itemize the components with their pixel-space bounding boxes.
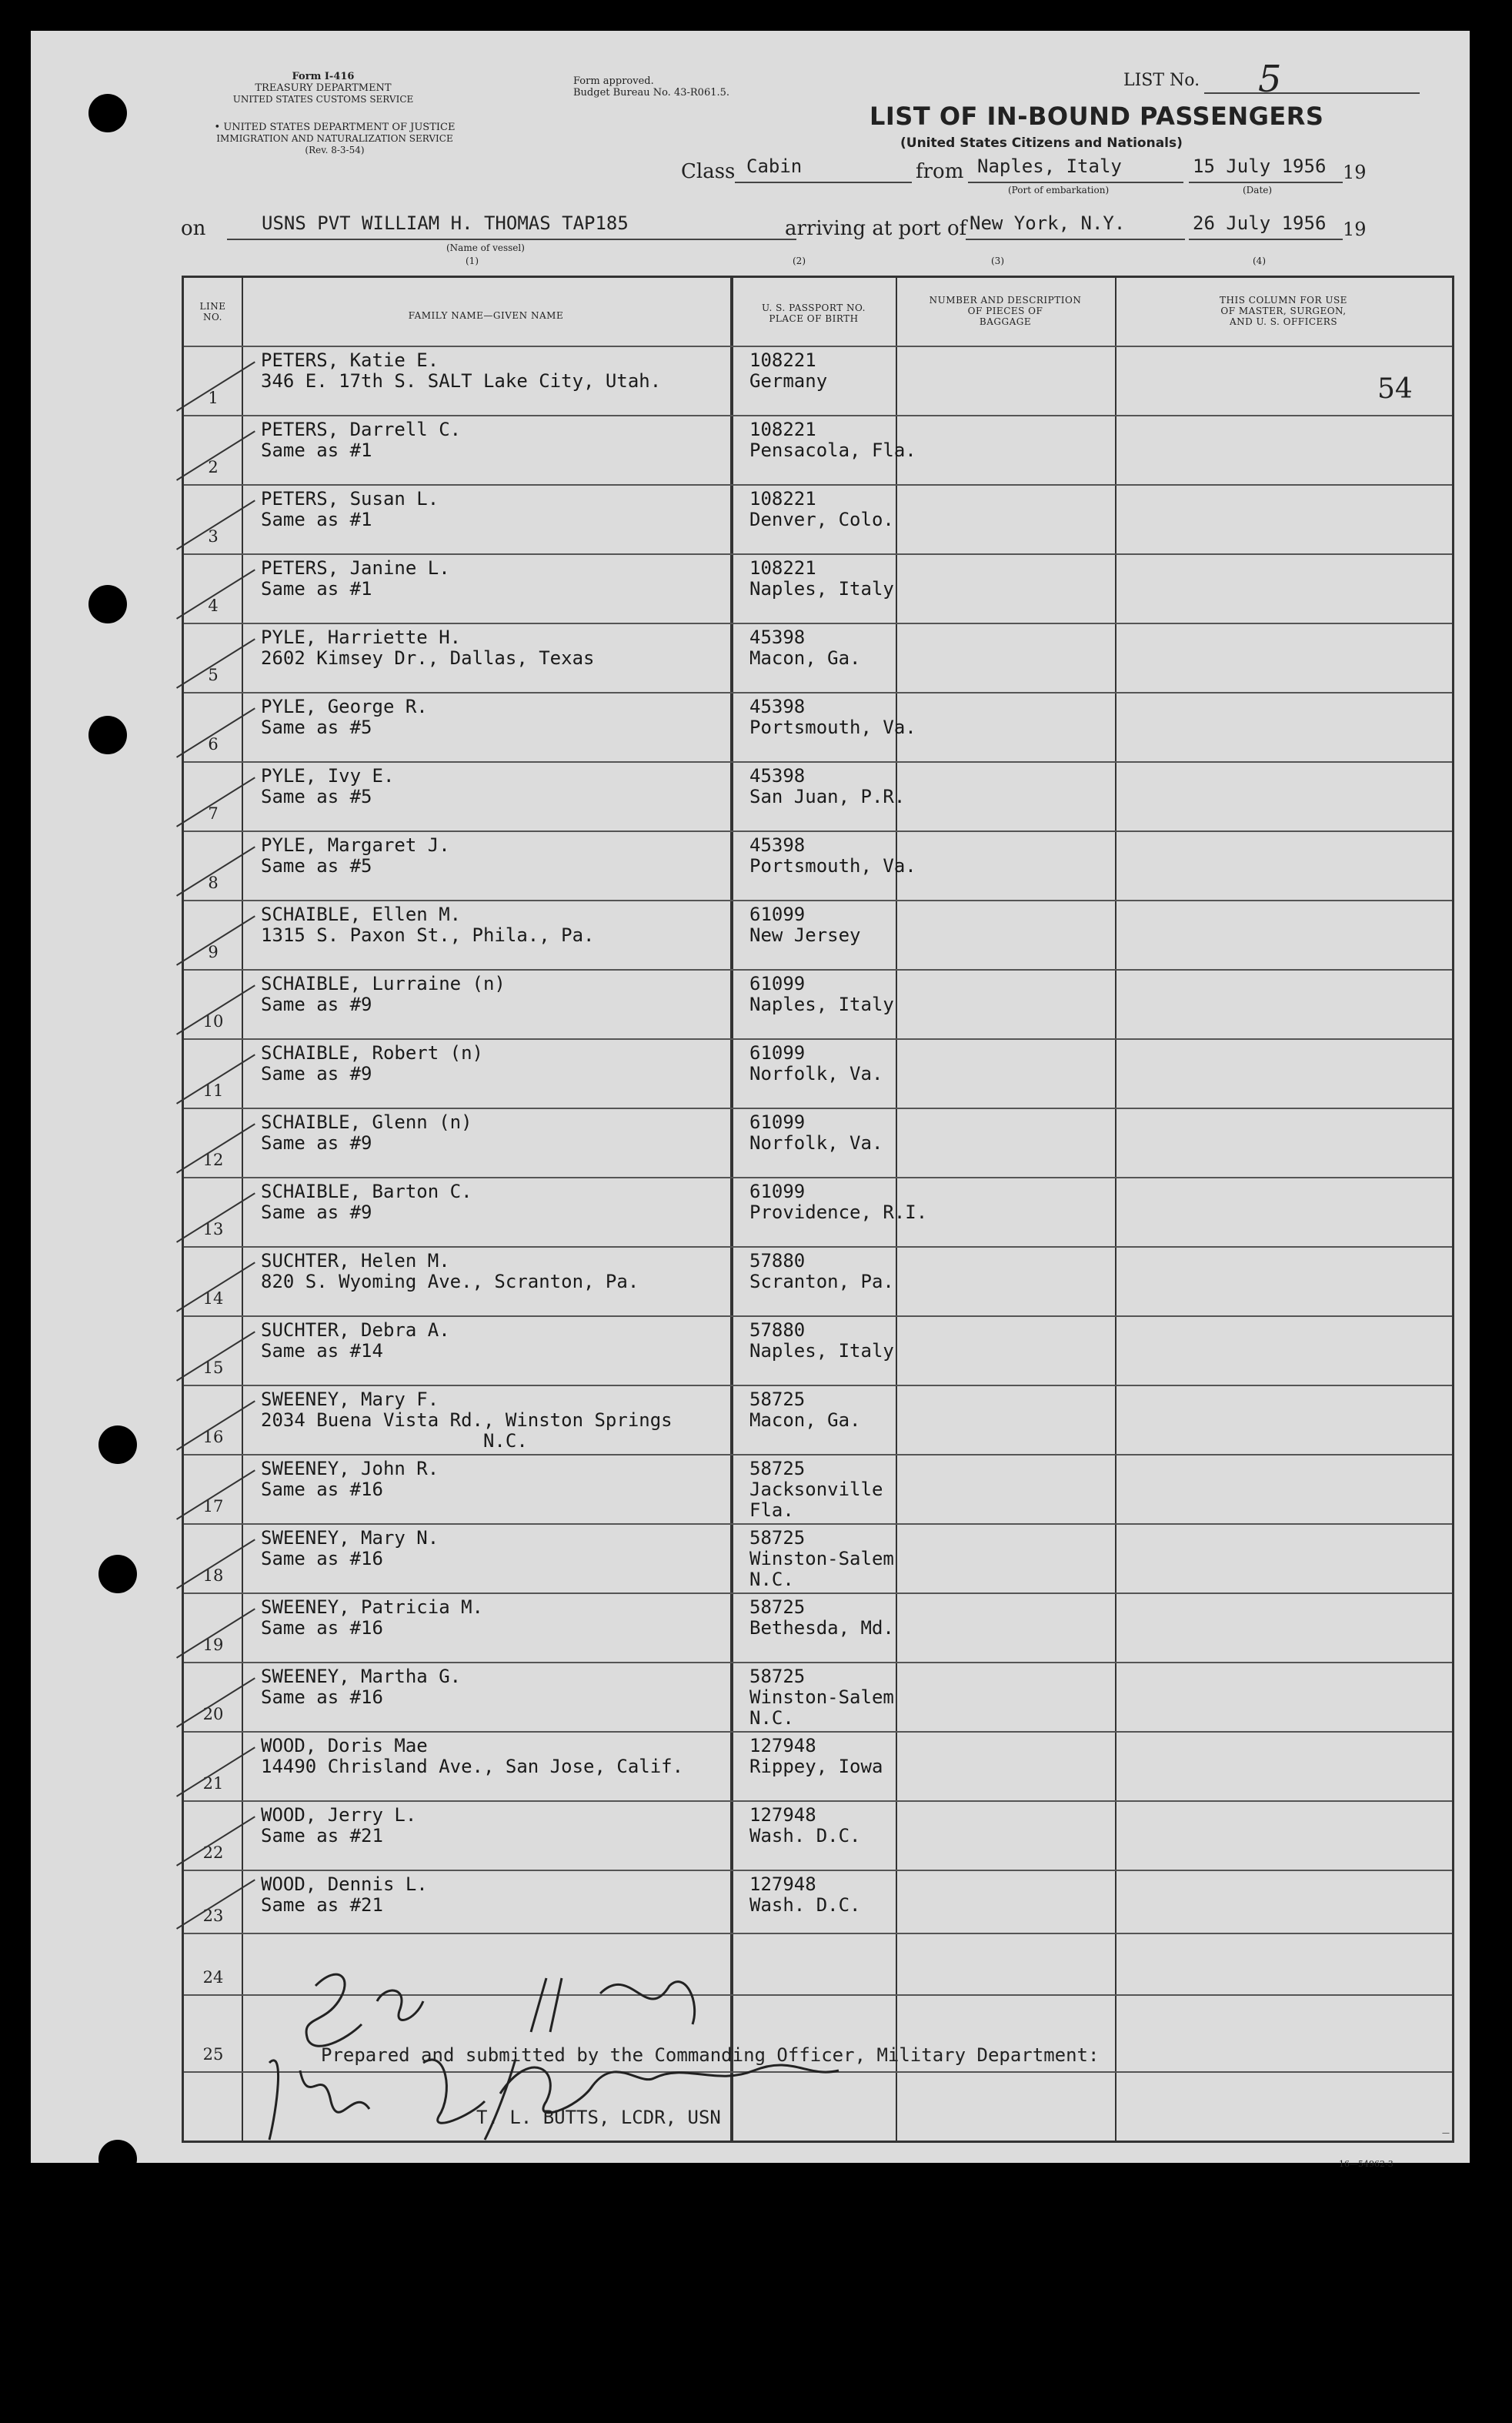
row-number: 18 (202, 1566, 224, 1585)
row-divider (184, 553, 1452, 555)
passenger-name: SUCHTER, Debra A. Same as #14 (261, 1319, 450, 1362)
row-number: 19 (202, 1636, 224, 1654)
passport-birthplace: 61099 New Jersey (749, 904, 861, 946)
passport-birthplace: 58725 Bethesda, Md. (749, 1596, 894, 1639)
approval-line2: Budget Bureau No. 43-R061.5. (573, 87, 730, 99)
passport-birthplace: 108221 Germany (749, 349, 828, 392)
passport-birthplace: 58725 Macon, Ga. (749, 1389, 861, 1431)
row-divider (184, 623, 1452, 624)
row-number: 4 (208, 597, 219, 615)
passport-birthplace: 57880 Scranton, Pa. (749, 1250, 894, 1292)
vessel-name: USNS PVT WILLIAM H. THOMAS TAP185 (262, 212, 629, 234)
row-number: 13 (202, 1220, 224, 1238)
passport-birthplace: 108221 Naples, Italy (749, 557, 894, 600)
row-number: 21 (202, 1774, 224, 1793)
punch-hole (88, 94, 127, 132)
passenger-name: WOOD, Dennis L. Same as #21 (261, 1873, 428, 1916)
row-number: 15 (202, 1359, 224, 1377)
col3-number: (3) (991, 256, 1004, 266)
col-header-line-no: LINE NO. (199, 301, 226, 323)
approval-line1: Form approved. (573, 75, 654, 87)
prepared-statement: Prepared and submitted by the Commanding Officer, Military Department: (321, 2044, 1100, 2066)
arrival-date: 26 July 1956 (1193, 212, 1327, 234)
passenger-name: SWEENEY, Patricia M. Same as #16 (261, 1596, 483, 1639)
passport-birthplace: 108221 Pensacola, Fla. (749, 419, 916, 461)
row-divider (184, 1523, 1452, 1525)
row-divider (184, 1731, 1452, 1733)
punch-hole (88, 585, 127, 623)
passport-birthplace: 61099 Norfolk, Va. (749, 1111, 883, 1154)
row-number: 7 (208, 804, 219, 823)
passenger-name: SUCHTER, Helen M. 820 S. Wyoming Ave., Scranton, Pa. (261, 1250, 639, 1292)
passport-birthplace: 61099 Norfolk, Va. (749, 1042, 883, 1085)
row-divider (184, 1246, 1452, 1248)
passenger-name: SWEENEY, John R. Same as #16 (261, 1458, 439, 1500)
passport-birthplace: 61099 Providence, R.I. (749, 1181, 928, 1223)
row-number: 6 (208, 735, 219, 754)
passport-birthplace: 45398 San Juan, P.R. (749, 765, 906, 807)
passport-birthplace: 61099 Naples, Italy (749, 973, 894, 1015)
row-number: 17 (202, 1497, 224, 1516)
passenger-name: PYLE, Margaret J. Same as #5 (261, 834, 450, 877)
passenger-name: PETERS, Katie E. 346 E. 17th S. SALT Lake City, Utah. (261, 349, 662, 392)
row-divider (184, 484, 1452, 486)
passenger-name: WOOD, Doris Mae 14490 Chrisland Ave., San Jose, Calif. (261, 1735, 684, 1777)
passenger-name: PETERS, Darrell C. Same as #1 (261, 419, 462, 461)
dept-customs: UNITED STATES CUSTOMS SERVICE (232, 94, 414, 105)
col1-number: (1) (466, 256, 479, 266)
passenger-name: WOOD, Jerry L. Same as #21 (261, 1804, 417, 1846)
row-number: 8 (208, 874, 219, 892)
passport-birthplace: 58725 Jacksonville Fla. (749, 1458, 883, 1521)
passenger-name: PETERS, Susan L. Same as #1 (261, 488, 439, 530)
passenger-name: PYLE, Harriette H. 2602 Kimsey Dr., Dallas, Texas (261, 627, 595, 669)
dept-treasury: TREASURY DEPARTMENT (255, 82, 392, 94)
departure-year-suffix: 19 (1343, 162, 1367, 183)
col-header-passport: U. S. PASSPORT NO. PLACE OF BIRTH (762, 302, 866, 324)
row-number: 5 (208, 666, 219, 684)
document-page (31, 31, 1470, 2169)
passenger-name: SCHAIBLE, Barton C. Same as #9 (261, 1181, 472, 1223)
departure-date: 15 July 1956 (1193, 155, 1327, 177)
row-number: 10 (202, 1012, 224, 1031)
passenger-name: PYLE, George R. Same as #5 (261, 696, 428, 738)
row-number: 23 (202, 1907, 224, 1925)
from-value: Naples, Italy (977, 155, 1122, 177)
row-number: 14 (202, 1289, 224, 1308)
row-number: 20 (202, 1705, 224, 1723)
row-number: 3 (208, 527, 219, 546)
footer-code: 16—54962-3 (1339, 2159, 1394, 2169)
row-divider (184, 1933, 1452, 1934)
signer-name: T. L. BUTTS, LCDR, USN (476, 2107, 721, 2128)
passport-birthplace: 127948 Wash. D.C. (749, 1804, 861, 1846)
class-label: Class (681, 160, 736, 183)
list-number: 5 (1258, 58, 1282, 101)
passenger-name: SCHAIBLE, Glenn (n) Same as #9 (261, 1111, 472, 1154)
punch-hole (98, 1425, 137, 1464)
form-heading (223, 71, 423, 105)
row-divider (184, 900, 1452, 901)
row-number: 24 (202, 1968, 224, 1987)
handwritten-signature (254, 1955, 885, 2209)
row-divider (184, 1662, 1452, 1663)
row-divider (184, 969, 1452, 971)
passport-birthplace: 127948 Rippey, Iowa (749, 1735, 883, 1777)
dept-justice: • UNITED STATES DEPARTMENT OF JUSTICE (214, 122, 456, 133)
passenger-name: SCHAIBLE, Lurraine (n) Same as #9 (261, 973, 506, 1015)
col-header-name: FAMILY NAME—GIVEN NAME (408, 310, 564, 321)
page-mark: 54 (1377, 373, 1413, 405)
row-number: 25 (202, 2045, 224, 2064)
from-label: from (916, 160, 964, 183)
row-divider (184, 1038, 1452, 1040)
row-divider (184, 1870, 1452, 1871)
page-subtitle: (United States Citizens and Nationals) (900, 135, 1183, 151)
passenger-table: LINE NO. FAMILY NAME—GIVEN NAME U. S. PASSPORT NO. PLACE OF BIRTH NUMBER AND DESCRIPTION OF PIECES OF BAGGAGE THIS COLUMN FOR USE OF MASTER, SURGEON, AND U. S. OFFICERS 1 PETERS, Katie E. 346 E. 17th S. SALT Lake City, Utah. 108221 Germany 2 PETERS, Darrell C. Same as #1 108221 Pensacola, Fla. 3 PETERS, Susan L. Same as #1 108221 Denver, Colo. 4 PETERS, Janine L. Same as #1 108221 Naples, Italy 5 PYLE, Harriette H. 2602 Kimsey Dr., Dallas, Texas 45398 Macon, Ga. 6 PYLE, George R. Same as #5 45398 Portsmouth, Va. 7 PYLE, Ivy E. Same as #5 45398 San Juan, P.R. 8 PYLE, Margaret J. Same as #5 45398 Portsmouth, Va. 9 SCHAIBLE, Ellen M. 1315 S. Paxon St., Phila., Pa. 61099 New Jersey 10 SCHAIBLE, Lurraine (n) Same as #9 61099 Naples, Italy 11 SCHAIBLE, Robert (n) Same as #9 61099 Norfolk, Va. 12 SCHAIBLE, Glenn (n) Same as #9 61099 Norfolk, Va. 13 SCHAIBLE, Barton C. Same as #9 61099 Providence, R.I. 14 SUCHTER, Helen M. 820 S. Wyoming Ave., Scranton, Pa. 57880 Scranton, Pa. 15 SUCHTER, Debra A. Same as #14 57880 Naples, Italy 16 SWEENEY, Mary F. 2034 Buena Vista Rd., Winston Springs N.C. 58725 Macon, Ga. 17 SWEENEY, John R. Same as #16 58725 Jacksonville Fla. 18 SWEENEY, Mary N. Same as #16 58725 Winston-Salem N.C. 19 SWEENEY, Patricia M. Same as #16 58725 Bethesda, Md. 20 SWEENEY, Martha G. Same as #16 58725 Winston-Salem N.C. 21 WOOD, Doris Mae 14490 Chrisland Ave., San Jose, Calif. 127948 Rippey, Iowa 22 WOOD, Jerry L. Same as #21 127948 Wash. D.C. 23 WOOD, Dennis L. Same as #21 127948 Wash. D.C. 24 25 Prepared and submitted by the Commanding Officer, Military Department: T. L. BUTTS, LCDR, USN — (182, 276, 1454, 2143)
page-title: LIST OF IN-BOUND PASSENGERS (869, 102, 1324, 131)
passport-birthplace: 57880 Naples, Italy (749, 1319, 894, 1362)
arriving-label: arriving at port of (785, 217, 967, 240)
row-number: 22 (202, 1843, 224, 1862)
passenger-name: SWEENEY, Mary F. 2034 Buena Vista Rd., Winston Springs N.C. (261, 1389, 673, 1452)
punch-hole (98, 1555, 137, 1593)
passenger-name: SCHAIBLE, Robert (n) Same as #9 (261, 1042, 483, 1085)
row-divider (184, 1800, 1452, 1802)
col2-number: (2) (793, 256, 806, 266)
row-divider (184, 1385, 1452, 1386)
on-label: on (181, 217, 206, 240)
passenger-name: PYLE, Ivy E. Same as #5 (261, 765, 395, 807)
row-number: 16 (202, 1428, 224, 1446)
arrival-year-suffix: 19 (1343, 219, 1367, 240)
row-divider (184, 1315, 1452, 1317)
col-header-baggage: NUMBER AND DESCRIPTION OF PIECES OF BAGGAGE (929, 295, 1082, 327)
passport-birthplace: 58725 Winston-Salem N.C. (749, 1666, 894, 1729)
form-approval (573, 75, 729, 99)
punch-hole (98, 2140, 137, 2178)
row-divider (184, 692, 1452, 693)
date-caption: (Date) (1243, 185, 1273, 196)
row-number: 2 (208, 458, 219, 476)
form-heading-justice (173, 122, 496, 156)
passenger-name: SCHAIBLE, Ellen M. 1315 S. Paxon St., Phila., Pa. (261, 904, 595, 946)
row-divider (184, 415, 1452, 416)
row-divider (184, 831, 1452, 832)
passport-birthplace: 127948 Wash. D.C. (749, 1873, 861, 1916)
row-number: 9 (208, 943, 219, 961)
passport-birthplace: 45398 Portsmouth, Va. (749, 834, 916, 877)
dept-immigration: IMMIGRATION AND NATURALIZATION SERVICE (216, 133, 453, 144)
vessel-caption: (Name of vessel) (446, 242, 525, 253)
passenger-name: SWEENEY, Mary N. Same as #16 (261, 1527, 439, 1569)
passenger-name: PETERS, Janine L. Same as #1 (261, 557, 450, 600)
passenger-name: SWEENEY, Martha G. Same as #16 (261, 1666, 462, 1708)
list-number-label: LIST No. (1123, 71, 1200, 90)
passport-birthplace: 108221 Denver, Colo. (749, 488, 894, 530)
row-number: 12 (202, 1151, 224, 1169)
row-divider (184, 1454, 1452, 1455)
row-divider (184, 761, 1452, 763)
col-header-officers: THIS COLUMN FOR USE OF MASTER, SURGEON, AND U. S. OFFICERS (1220, 295, 1347, 327)
row-divider (184, 1177, 1452, 1178)
embark-caption: (Port of embarkation) (1008, 185, 1110, 196)
passport-birthplace: 45398 Portsmouth, Va. (749, 696, 916, 738)
form-number: Form I-416 (292, 71, 355, 82)
punch-hole (88, 716, 127, 754)
class-value: Cabin (746, 155, 803, 177)
passport-birthplace: 45398 Macon, Ga. (749, 627, 861, 669)
row-divider (184, 1108, 1452, 1109)
row-number: 11 (202, 1081, 224, 1100)
form-revision: (Rev. 8-3-54) (305, 145, 365, 155)
arrival-port: New York, N.Y. (970, 212, 1126, 234)
row-number: 1 (208, 389, 219, 407)
passport-birthplace: 58725 Winston-Salem N.C. (749, 1527, 894, 1590)
col4-number: (4) (1253, 256, 1266, 266)
row-divider (184, 1592, 1452, 1594)
